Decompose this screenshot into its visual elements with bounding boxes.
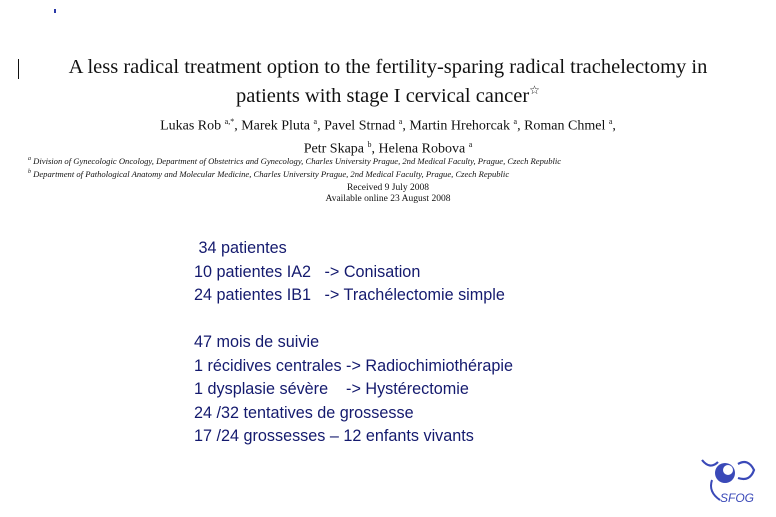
author-name: Helena Robova <box>378 141 466 157</box>
summary-blank-line <box>194 308 754 332</box>
logo-text: SFOG <box>720 491 755 505</box>
author-affil: a <box>398 117 403 126</box>
sfog-logo <box>698 456 758 508</box>
author-name: Roman Chmel <box>524 118 606 134</box>
affiliation-text: Department of Pathological Anatomy and Molecular Medicine, Charles University Prague, 2nd Medical Faculty, Prague, Czech Republic <box>33 168 510 179</box>
author-affil: a <box>513 117 518 126</box>
affiliation-a <box>28 154 768 167</box>
author-affil: a,* <box>224 117 235 126</box>
affiliations <box>28 154 768 180</box>
summary-line: 34 patientes <box>194 239 287 257</box>
received-date: Received 9 July 2008 <box>346 183 430 193</box>
summary-line: 47 mois de suivie <box>194 333 320 351</box>
authors-line-2: Petr Skapa $^b$, Helena Robova $^a$ <box>303 139 473 157</box>
author-affil: a <box>468 139 473 149</box>
article-dates <box>0 183 776 205</box>
summary-text <box>194 237 754 449</box>
author-affil: a <box>313 117 318 126</box>
summary-line: 24 /32 tentatives de grossesse <box>194 403 414 422</box>
available-date: Available online 23 August 2008 <box>325 194 451 204</box>
summary-line: 10 patientes IA2 -> Conisation <box>194 262 421 281</box>
author-name: Petr Skapa <box>303 141 364 157</box>
affiliation-text: Division of Gynecologic Oncology, Department of Obstetrics and Gynecology, Charles University Prague, 2nd Medical Faculty, Prague, Czech Republic <box>33 155 562 166</box>
author-affil: a <box>608 117 613 126</box>
summary-line: 1 dysplasie sévère -> Hystérectomie <box>194 380 469 398</box>
author-name: Lukas Rob <box>160 118 222 134</box>
summary-line: 24 patientes IB1 -> Trachélectomie simple <box>194 286 505 304</box>
affiliation-mark: b <box>28 168 31 175</box>
summary-line: 17 /24 grossesses – 12 enfants vivants <box>194 427 474 445</box>
summary-line: 1 récidives centrales -> Radiochimiothérapie <box>194 356 513 375</box>
title-line-1: A less radical treatment option to the fertility-sparing radical trachelectomy in <box>68 56 708 78</box>
title-line-2-text: patients with stage I cervical cancer <box>236 84 530 107</box>
author-name: Martin Hrehorcak <box>409 118 510 134</box>
blue-dot <box>54 9 56 13</box>
paper-title <box>18 56 758 108</box>
affiliation-mark: a <box>28 156 31 162</box>
cursor-bar <box>18 59 19 79</box>
authors-line-1: Lukas Rob $^{a,*}$, Marek Pluta $^a$, Pavel Strnad $^a$, Martin Hrehorcak $^a$, Roman Chmel $^a$, <box>160 117 616 134</box>
affiliation-b <box>28 167 768 180</box>
author-name: Marek Pluta <box>241 118 311 134</box>
authors <box>0 113 776 158</box>
title-star-mark: ☆ <box>529 83 540 97</box>
title-line-2 <box>18 79 758 108</box>
author-affil: b <box>367 139 372 149</box>
author-name: Pavel Strnad <box>324 118 396 134</box>
